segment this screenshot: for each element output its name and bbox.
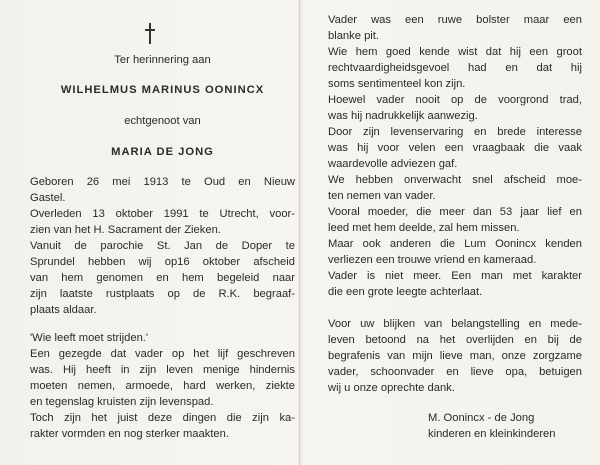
tribute-line: ten nemen van vader.	[328, 190, 436, 202]
thanks-line: begrafenis van mijn lieve man, onze zorgzame	[328, 350, 582, 362]
bio-paragraph	[30, 174, 295, 318]
tribute-paragraph	[328, 12, 582, 300]
tribute-line: soms sentimenteel kon zijn.	[328, 78, 466, 90]
quote-line: Een gezegde dat vader op het lijf geschreven	[30, 348, 295, 360]
tribute-line: rechtvaardigheidsgevoel had en dat hij	[328, 62, 582, 74]
relation-text: echtgenoot van	[124, 115, 201, 127]
deceased-name: WILHELMUS MARINUS OONINCX	[60, 84, 265, 96]
thanks-line: leven betoond na het overlijden en bij de	[328, 334, 582, 346]
quote-line: rakter vormden en nog sterker maakten.	[30, 428, 229, 440]
signature-line: M. Oonincx - de Jong	[428, 412, 535, 424]
quote-line: was. Hij heeft in zijn leven menige hindernis	[30, 364, 295, 376]
bio-line: zijn laatste rustplaats op de R.K. begraaf-	[30, 288, 295, 300]
signature-block	[428, 410, 582, 442]
bio-line: Vanuit de parochie St. Jan de Doper te	[30, 240, 295, 252]
tribute-line: We hebben onverwacht snel afscheid moe-	[328, 174, 582, 186]
thanks-line: wij u onze oprechte dank.	[328, 382, 455, 394]
tribute-line: Wie hem goed kende wist dat hij een groot	[328, 46, 582, 58]
bio-line: Gastel.	[30, 192, 66, 204]
tribute-line: Vader is niet meer. Een man met karakter	[328, 270, 582, 282]
thanks-line: vader, schoonvader en lieve opa, betuigen	[328, 366, 582, 378]
tribute-line: Door zijn levenservaring en brede interesse	[328, 126, 582, 138]
quote-line: moeten nemen, armoede, hard werken, ziekte	[30, 380, 295, 392]
tribute-line: Vooral moeder, die meer dan 53 jaar lief en	[328, 206, 582, 218]
tribute-line: die een grote leegte achterlaat.	[328, 286, 483, 298]
quote-line: 'Wie leeft moet strijden.'	[30, 332, 149, 344]
quote-line: en tegenslag kruisten zijn levenspad.	[30, 396, 214, 408]
cross-icon	[144, 23, 157, 44]
tribute-line: blanke pit.	[328, 30, 379, 42]
tribute-line: was hij voor velen een vraagbaak die vaak	[328, 142, 582, 154]
thanks-paragraph	[328, 316, 582, 396]
tribute-line: waardevolle adviezen gaf.	[328, 158, 458, 170]
tribute-line: Hoewel vader nooit op de voorgrond trad,	[328, 94, 582, 106]
bio-line: Sprundel hebben wij op16 oktober afscheid	[30, 256, 295, 268]
card-fold-line	[299, 0, 300, 465]
signature-line: kinderen en kleinkinderen	[428, 428, 556, 440]
tribute-line: was hij nadrukkelijk aanwezig.	[328, 110, 478, 122]
quote-line: Toch zijn het juist deze dingen die zijn ka-	[30, 412, 295, 424]
tribute-line: Vader was een ruwe bolster maar een	[328, 14, 582, 26]
intro-text: Ter herinnering aan	[114, 54, 211, 66]
bio-line: Geboren 26 mei 1913 te Oud en Nieuw	[30, 176, 295, 188]
thanks-line: Voor uw blijken van belangstelling en mede-	[328, 318, 582, 330]
tribute-line: verliezen een trouwe vriend en kameraad.	[328, 254, 537, 266]
bio-line: plaats aldaar.	[30, 304, 97, 316]
bio-line: zien van het H. Sacrament der Zieken.	[30, 224, 221, 236]
tribute-line: leed met hem deelde, zal hem missen.	[328, 222, 520, 234]
spouse-name: MARIA DE JONG	[111, 146, 214, 158]
bio-line: van hem genomen en hem begeleid naar	[30, 272, 295, 284]
bio-line: Overleden 13 oktober 1991 te Utrecht, voor-	[30, 208, 295, 220]
tribute-line: Maar ook anderen die Lum Oonincx kenden	[328, 238, 582, 250]
quote-paragraph	[30, 330, 295, 442]
